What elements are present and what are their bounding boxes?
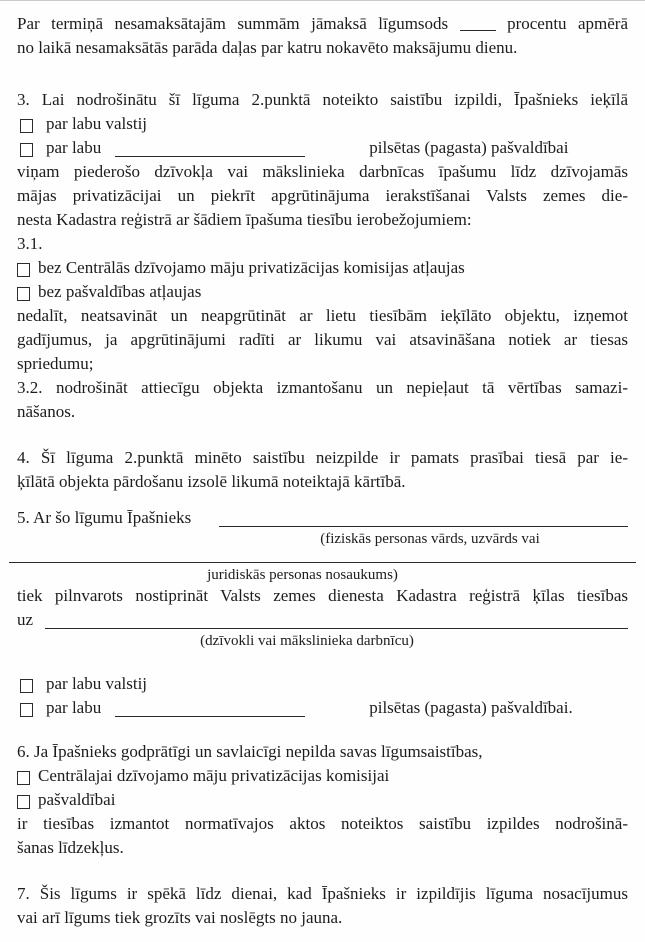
label-pledge-favor-municipality-before: par labu xyxy=(46,698,102,717)
label-municipality: pašvaldībai xyxy=(38,790,116,809)
checkbox-central-commission[interactable] xyxy=(17,771,30,785)
clause-4-line: ķīlātā objekta pārdošanu izsolē likumā noteiktajā kārtībā. xyxy=(17,472,406,491)
clause-5 xyxy=(17,506,628,650)
label-without-municipality-permission: bez pašvaldības atļaujas xyxy=(38,282,202,301)
clause-5-uz-row xyxy=(17,608,628,632)
clause-7-line: vai arī līgums tiek grozīts vai noslēgts no jauna. xyxy=(17,908,343,927)
penalty-paragraph xyxy=(17,12,628,60)
clause-3-body-line: nesta Kadastra reģistrā ar šādiem īpašuma tiesību ierobežojumiem: xyxy=(17,210,472,229)
checkbox-pledge-favor-municipality[interactable] xyxy=(20,703,33,717)
clause-3-1 xyxy=(17,232,628,376)
clause-7-line: 7. Šis līgums ir spēkā līdz dienai, kad Īpašnieks ir izpildījis līguma nosacījumus xyxy=(17,884,628,903)
clause-3-option-state xyxy=(17,112,628,136)
clause-3-2 xyxy=(17,376,628,424)
clause-3-1-number: 3.1. xyxy=(17,234,43,253)
clause-3-1-option-commission xyxy=(17,256,628,280)
clause-5-authorization-line: tiek pilnvarots nostiprināt Valsts zemes dienesta Kadastra reģistrā ķīlas tiesības xyxy=(17,586,628,605)
legal-name-blank[interactable] xyxy=(9,562,636,563)
penalty-text-before-blank: Par termiņā nesamaksātajām summām jāmaksā līgumsods xyxy=(17,14,449,33)
penalty-text-after-blank: procentu apmērā xyxy=(507,14,629,33)
municipality-name-blank[interactable] xyxy=(115,156,305,157)
label-favor-municipality-after: pilsētas (pagasta) pašvaldībai xyxy=(369,138,569,157)
clause-3-1-body-line: nedalīt, neatsavināt un neapgrūtināt ar lietu tiesībām ieķīlāto objektu, izņemot xyxy=(17,306,628,325)
clause-6-option-commission xyxy=(17,764,628,788)
label-without-commission-permission: bez Centrālās dzīvojamo māju privatizācijas komisijas atļaujas xyxy=(38,258,465,277)
clause-6-option-municipality xyxy=(17,788,628,812)
clause-3-1-body-line: spriedumu; xyxy=(17,354,94,373)
clause-4 xyxy=(17,446,628,494)
clause-6-body-line: ir tiesības izmantot normatīvajos aktos noteiktos saistību izpildes nodrošinā- xyxy=(17,814,628,833)
clause-3 xyxy=(17,88,628,232)
clause-3-1-body-line: gadījumus, ja apgrūtinājumi radīti ar likumu vai atsavināšana notiek ar tiesas xyxy=(17,330,628,349)
pledge-municipality-name-blank[interactable] xyxy=(115,716,305,717)
clause-3-intro: 3. Lai nodrošinātu šī līguma 2.punktā noteikto saistību izpildi, Īpašnieks ieķīlā xyxy=(17,90,628,109)
uz-label: uz xyxy=(17,610,34,629)
clause-5-intro-row xyxy=(17,506,628,530)
checkbox-municipality[interactable] xyxy=(17,795,30,809)
caption-pledge-object: (dzīvokli vai mākslinieka darbnīcu) xyxy=(200,633,414,649)
penalty-line-2: no laikā nesamaksātās parāda daļas par katru nokavēto maksājumu dienu. xyxy=(17,38,518,57)
clause-7 xyxy=(17,882,628,930)
checkbox-favor-state[interactable] xyxy=(20,119,33,133)
penalty-line-1 xyxy=(17,12,628,36)
label-central-commission: Centrālajai dzīvojamo māju privatizācijas komisijai xyxy=(38,766,390,785)
clause-5-intro: 5. Ar šo līgumu Īpašnieks xyxy=(17,508,192,527)
checkbox-pledge-favor-state[interactable] xyxy=(20,679,33,693)
checkbox-without-commission-permission[interactable] xyxy=(17,263,30,277)
clause-6 xyxy=(17,740,628,860)
checkbox-favor-municipality[interactable] xyxy=(20,143,33,157)
label-pledge-favor-municipality-after: pilsētas (pagasta) pašvaldībai. xyxy=(369,698,573,717)
clause-3-1-option-municipality xyxy=(17,280,628,304)
clause-3-body-line: viņam piederošo dzīvokļa vai mākslinieka darbnīcas īpašumu līdz dzīvojamās xyxy=(17,162,628,181)
clause-3-2-line: nāšanos. xyxy=(17,402,76,421)
clause-4-line: 4. Šī līguma 2.punktā minēto saistību neizpilde ir pamats prasībai tiesā par ie- xyxy=(17,448,628,467)
pledge-object-blank[interactable] xyxy=(45,628,628,629)
caption-legal-name: juridiskās personas nosaukums) xyxy=(207,567,398,583)
clause-6-body-line: šanas līdzekļus. xyxy=(17,838,124,857)
clause-5-option-state xyxy=(17,672,628,696)
clause-5-options xyxy=(17,672,628,720)
caption-person-name: (fiziskās personas vārds, uzvārds vai xyxy=(320,531,540,547)
checkbox-without-municipality-permission[interactable] xyxy=(17,287,30,301)
label-favor-state: par labu valstij xyxy=(46,114,148,133)
clause-3-body-line: mājas privatizācijai un piekrīt apgrūtinājuma ierakstīšanai Valsts zemes die- xyxy=(17,186,628,205)
penalty-percent-blank[interactable] xyxy=(460,30,496,31)
label-pledge-favor-state: par labu valstij xyxy=(46,674,148,693)
clause-3-2-line: 3.2. nodrošināt attiecīgu objekta izmantošanu un nepieļaut tā vērtības samazi- xyxy=(17,378,628,397)
clause-3-option-municipality xyxy=(17,136,628,160)
label-favor-municipality-before: par labu xyxy=(46,138,102,157)
clause-6-intro: 6. Ja Īpašnieks godprātīgi un savlaicīgi nepilda savas līgumsaistības, xyxy=(17,742,483,761)
owner-name-blank[interactable] xyxy=(219,526,628,527)
clause-5-option-municipality xyxy=(17,696,628,720)
